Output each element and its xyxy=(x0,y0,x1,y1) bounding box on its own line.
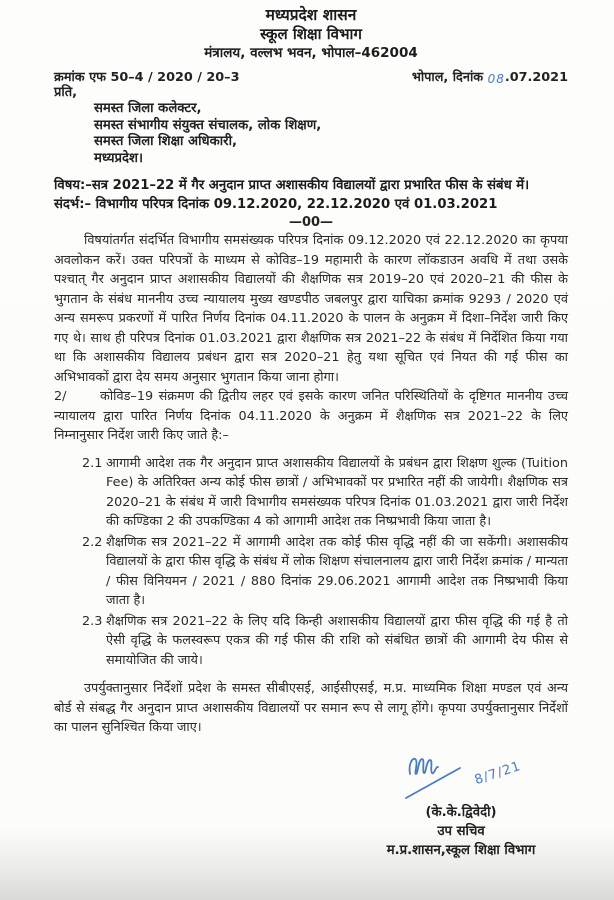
letterhead-government: मध्यप्रदेश शासन xyxy=(265,6,357,24)
signer-title: उप सचिव xyxy=(437,824,485,839)
signature-scribble-area xyxy=(346,752,576,804)
handwritten-day: 08 xyxy=(487,72,505,86)
handwritten-signature-date: 8/7/21 xyxy=(472,758,523,789)
directive-number: 2.2 xyxy=(82,534,103,550)
addressee-line: समस्त जिला कलेक्टर, xyxy=(94,101,202,116)
signer-department: म.प्र.शासन,स्कूल शिक्षा विभाग xyxy=(386,843,536,858)
directive-list xyxy=(54,454,568,671)
place-date-label: भोपाल, दिनांक xyxy=(411,70,484,85)
letter-body xyxy=(54,231,568,738)
typed-date-rest: .07.2021 xyxy=(504,70,568,85)
directive-number: 2.3 xyxy=(82,613,103,629)
paragraph-2 xyxy=(54,387,568,446)
directive-item xyxy=(54,454,568,532)
section-divider: —00— xyxy=(288,215,334,230)
directive-item xyxy=(54,533,568,611)
paragraph-2-number: 2/ xyxy=(54,389,67,404)
closing-paragraph: उपर्युक्तानुसार निर्देशों प्रदेश के समस्त सीबीएसई, आईसीएसई, म.प्र. माध्यमिक शिक्षा मण्डल एवं अन्य बोर्ड से संबद्ध गैर अनुदान प्राप्त अशासकीय विद्यालयों पर समान रूप से लागू होंगे। कृपया उपर्युक्तानुसार निर्देशों का पालन सुनिश्चित किया जाए। xyxy=(54,681,568,735)
directive-number: 2.1 xyxy=(82,455,103,471)
directive-text: आगामी आदेश तक गैर अनुदान प्राप्त अशासकीय विद्यालयों के प्रबंधन द्वारा शिक्षण शुल्क (Tuition Fee) के अतिरिक्त अन्य कोई फीस छात्रों / अभिभावकों पर प्रभारित नहीं की जायेगी। शैक्षणिक सत्र 2020–21 के संबंध में जारी विभागीय समसंख्यक परिपत्र दिनांक 01.03.2021 द्वारा जारी निर्देश की कण्डिका 2 की उपकण्डिका 4 को आगामी आदेश तक निष्प्रभावी किया जाता है। xyxy=(106,455,568,529)
letterhead-address: मंत्रालय, वल्लभ भवन, भोपाल–462004 xyxy=(204,45,418,61)
addressee-line: समस्त जिला शिक्षा अधिकारी, xyxy=(94,134,237,149)
subject-line: विषय:–सत्र 2021–22 में गैर अनुदान प्राप्त अशासकीय विद्यालयों द्वारा प्रभारित फीस के संबंध में। xyxy=(54,178,530,193)
addressee-list xyxy=(94,101,568,167)
reference-date-row xyxy=(54,67,568,85)
directive-item xyxy=(54,612,568,671)
to-label: प्रति, xyxy=(54,85,78,100)
signature-block xyxy=(346,752,576,860)
subject-block xyxy=(54,176,568,214)
reference-line: संदर्भ:– विभागीय परिपत्र दिनांक 09.12.2020, 22.12.2020 एवं 01.03.2021 xyxy=(54,197,498,212)
directive-text: शैक्षणिक सत्र 2021–22 में आगामी आदेश तक कोई फीस वृद्धि नहीं की जा सकेंगी। अशासकीय विद्यालयों के द्वारा फीस वृद्धि के संबंध में लोक शिक्षण संचालनालय द्वारा जारी निर्देश क्रमांक / मान्यता / फीस विनियमन / 2021 / 880 दिनांक 29.06.2021 आगामी आदेश तक निष्प्रभावी किया जाता है। xyxy=(106,534,568,608)
letterhead-department: स्कूल शिक्षा विभाग xyxy=(260,25,362,43)
letterhead xyxy=(54,6,568,62)
place-and-date xyxy=(412,67,568,85)
paragraph-2-text: कोविड–19 संक्रमण की द्वितीय लहर एवं इसके कारण जनित परिस्थितियों के दृष्टिगत माननीय उच्च न्यायालय द्वारा पारित निर्णय दिनांक 04.11.2020 के अनुक्रम में शैक्षणिक सत्र 2021–22 के लिए निम्नानुसार निर्देश जारी किए जाते है:– xyxy=(54,389,568,443)
addressee-line: समस्त संभागीय संयुक्त संचालक, लोक शिक्षण, xyxy=(94,117,322,133)
directive-text: शैक्षणिक सत्र 2021–22 के लिए यदि किन्ही अशासकीय विद्यालयों द्वारा फीस वृद्धि की गई है तो ऐसी वृद्धि के फलस्वरूप एकत्र की गई फीस की राशि को संबंधित छात्रों की आगामी देय फीस से समायोजित की जाये। xyxy=(106,613,568,668)
signer-name: (के.के.द्विवेदी) xyxy=(425,805,497,820)
addressee-line: मध्यप्रदेश। xyxy=(94,150,143,166)
letter-number: क्रमांक एफ 50–4 / 2020 / 20–3 xyxy=(54,70,240,85)
paragraph-1: विषयांतर्गत संदर्भित विभागीय समसंख्यक परिपत्र दिनांक 09.12.2020 एवं 22.12.2020 का कृपया अवलोकन करें। उक्त परिपत्रों के माध्यम से कोविड–19 महामारी के कारण लॉकडाउन अवधि में तथा उसके पश्चात् गैर अनुदान प्राप्त अशासकीय विद्यालयों की शैक्षणिक सत्र 2019–20 एवं 2020–21 की फीस के भुगतान के संबंध माननीय उच्च न्यायालय मुख्य खण्डपीठ जबलपुर द्वारा याचिका क्रमांक 9293 / 2020 एवं अन्य समरूप प्रकरणों में पारित निर्णय दिनांक 04.11.2020 के पालन के अनुक्रम में दिशा–निर्देश जारी किए गए थे। साथ ही परिपत्र दिनांक 01.03.2021 द्वारा शैक्षणिक सत्र 2021–22 के संबंध में निर्देशित किया गया था कि अशासकीय विद्यालय प्रबंधन द्वारा सत्र 2020–21 हेतु यथा सूचित एवं नियत की गई फीस का अभिभावकों द्वारा देय समय अनुसार भुगतान किया जाना होगा। xyxy=(54,233,568,385)
